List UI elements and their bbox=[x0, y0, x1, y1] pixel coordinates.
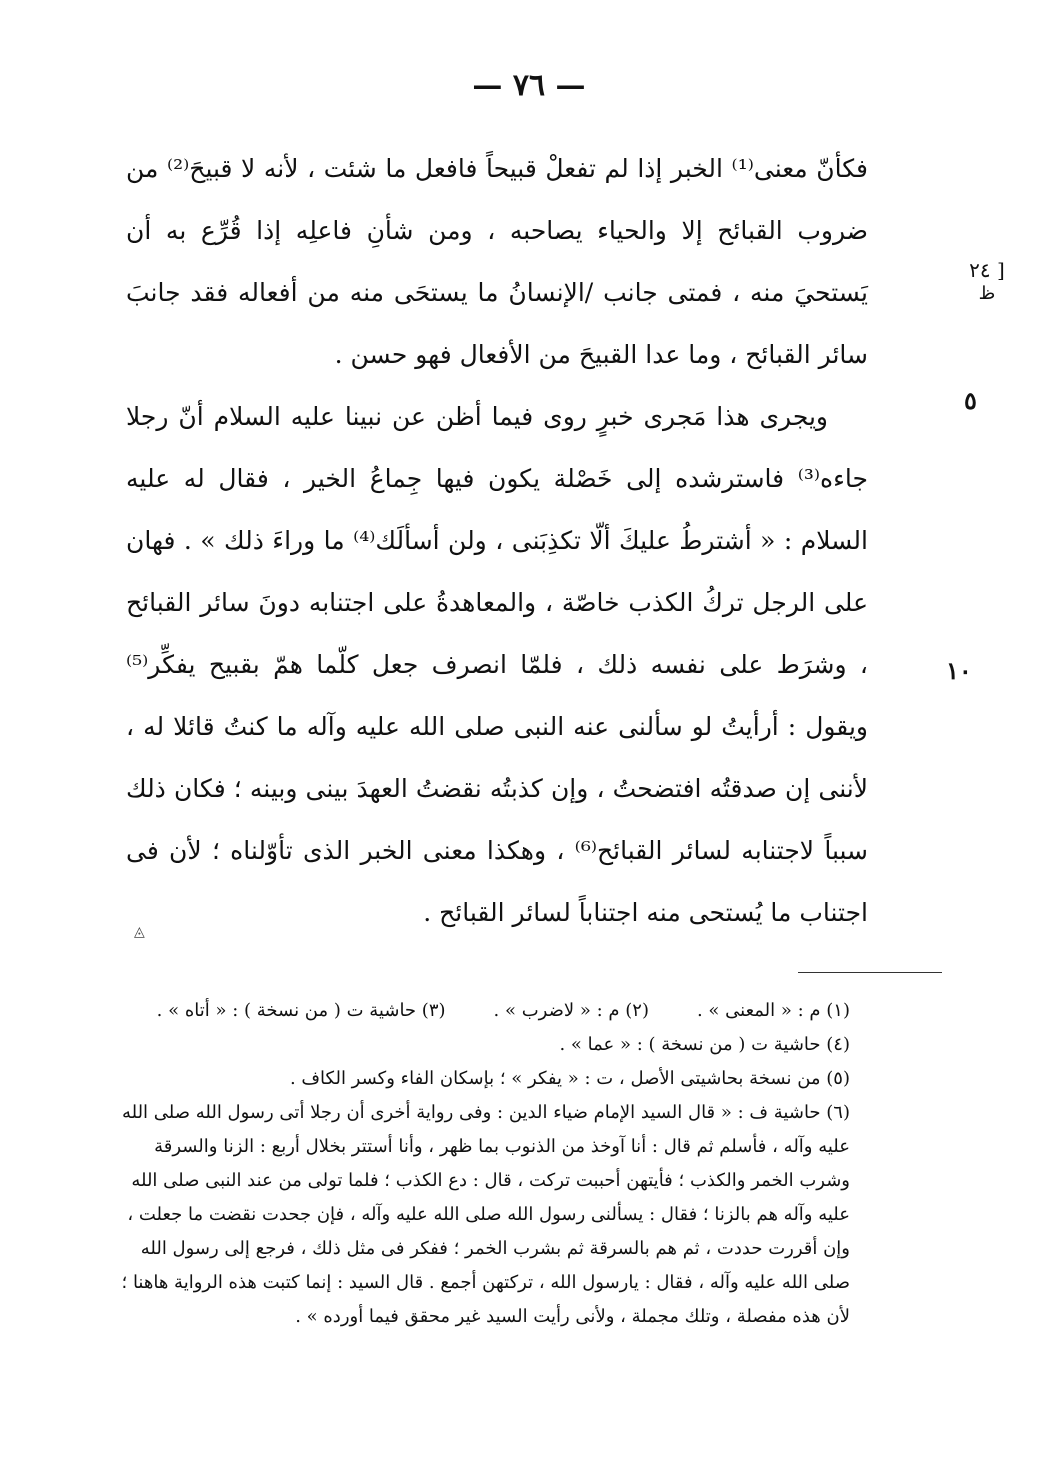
folio-side: ظ bbox=[978, 283, 996, 304]
footnote-rule bbox=[798, 972, 942, 973]
ink-mark: ◬ bbox=[134, 924, 145, 940]
paragraph-1: فكأنّ معنى⁽¹⁾ الخبر إذا لم تفعلْ قبيحاً فافعل ما شئت ، لأنه لا قبيحَ⁽²⁾ من ضروب القبائح إلا والحياء يصاحبه ، ومن شأنِ فاعلِه إذا قُرِّع به أن يَستحيَ منه ، فمتى جانب /الإنسانُ ما يستحَى منه من أفعاله فقد جانبَ سائر القبائح ، وما عدا القبيحَ من الأفعال فهو حسن . bbox=[126, 154, 868, 369]
footnote-5: (٥) من نسخة بحاشيتى الأصل ، ت : « يفكر » ؛ بإسكان الفاء وكسر الكاف . bbox=[289, 1068, 850, 1089]
footnotes bbox=[118, 994, 850, 1334]
footnote-row bbox=[118, 994, 850, 1028]
folio-marker bbox=[958, 258, 1016, 306]
line-number-10: ١٠ bbox=[946, 656, 972, 685]
footnote-2: (٢) م : « لاضرب » . bbox=[493, 1000, 649, 1021]
line-number-5: ٥ bbox=[964, 386, 977, 415]
footnote-4: (٤) حاشية ت ( من نسخة ) : « عما » . bbox=[559, 1034, 850, 1055]
folio-number: [ ٢٤ bbox=[969, 258, 1005, 282]
footnote-6: (٦) حاشية ف : « قال السيد الإمام ضياء الدين : وفى رواية أخرى أن رجلا أتى رسول الله صلى الله عليه وآله ، فأسلم ثم قال : أنا آوخذ من الذنوب بما ظهر ، وأنا أستتر بخلال أربع : الزنا والسرقة وشرب الخمر والكذب ؛ فأيتهن أحببت تركت ، قال : دع الكذب ؛ فلما تولى من عند النبى صلى الله عليه وآله هم بالزنا ؛ فقال : يسألنى رسول الله صلى الله عليه وآله ، فإن جحدت نقضت ما جعلت ، وإن أقررت حددت ، ثم هم بالسرقة ثم بشرب الخمر ؛ ففكر فى مثل ذلك ، فرجع إلى رسول الله صلى الله عليه وآله ، فقال : يارسول الله ، تركتهن أجمع . قال السيد : إنما كتبت هذه الرواية هاهنا ؛ لأن هذه مفصلة ، وتلك مجملة ، ولأنى رأيت السيد غير محقق فيما أورده » . bbox=[121, 1102, 850, 1327]
paragraph-2: ويجرى هذا مَجرى خبرٍ روى فيما أظن عن نبينا عليه السلام أنّ رجلا جاءه⁽³⁾ فاسترشده إلى خَصْلة يكون فيها جِماعُ الخير ، فقال له عليه السلام : « أشترطُ عليكَ ألّا تكذِبَنى ، ولن أسألَك⁽⁴⁾ ما وراءَ ذلك » . فهان على الرجل تركُ الكذب خاصّة ، والمعاهدةُ على اجتنابه دونَ سائر القبائح ، وشرَط على نفسه ذلك ، فلمّا انصرف جعل كلّما همّ بقبيح يفكِّر⁽⁵⁾ ويقول : أرأيتُ لو سألنى عنه النبى صلى الله عليه وآله ما كنتُ قائلا له ، لأننى إن صدقتُه افتضحتُ ، وإن كذبتُه نقضتُ العهدَ بينى وبينه ؛ فكان ذلك سبباً لاجتنابه لسائر القبائح⁽⁶⁾ ، وهكذا معنى الخبر الذى تأوّلناه ؛ لأن فى اجتناب ما يُستحى منه اجتناباً لسائر القبائح . bbox=[126, 402, 868, 927]
main-text bbox=[126, 138, 868, 944]
footnote-3: (٣) حاشية ت ( من نسخة ) : « أتاه » . bbox=[156, 1000, 446, 1021]
page-number: — ٧٦ — bbox=[472, 68, 586, 103]
footnote-1: (١) م : « المعنى » . bbox=[696, 1000, 850, 1021]
